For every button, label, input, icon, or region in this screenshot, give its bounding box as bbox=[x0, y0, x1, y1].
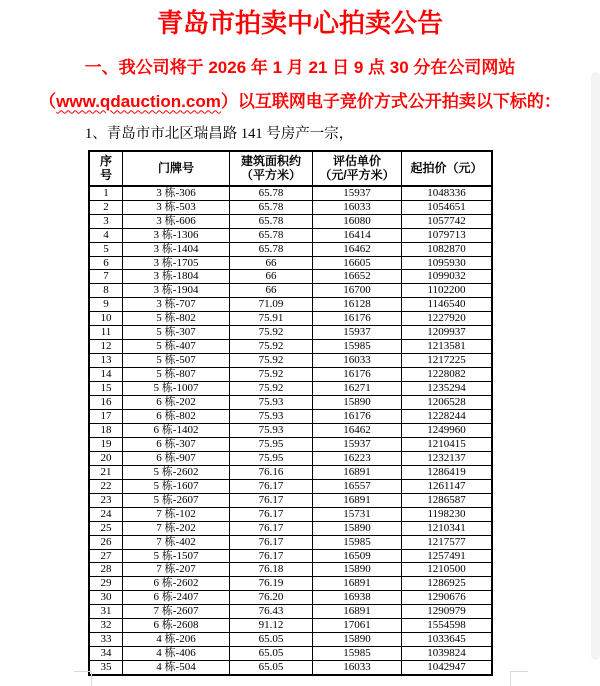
table-cell: 5 栋-507 bbox=[123, 354, 230, 368]
table-row bbox=[89, 396, 492, 410]
intro-line-2 bbox=[0, 92, 600, 112]
table-cell: 76.17 bbox=[230, 479, 313, 493]
table-cell: 33 bbox=[89, 633, 123, 647]
table-cell: 20 bbox=[89, 451, 123, 465]
table-cell: 6 栋-2608 bbox=[123, 619, 230, 633]
table-cell: 5 栋-407 bbox=[123, 340, 230, 354]
table-cell: 6 栋-802 bbox=[123, 410, 230, 424]
table-cell: 16652 bbox=[313, 270, 402, 284]
table-row bbox=[89, 549, 492, 563]
table-cell: 17 bbox=[89, 410, 123, 424]
table-cell: 3 栋-707 bbox=[123, 298, 230, 312]
table-row bbox=[89, 647, 492, 661]
table-row bbox=[89, 507, 492, 521]
table-header bbox=[89, 151, 492, 186]
table-cell: 1290676 bbox=[402, 591, 493, 605]
table-cell: 1 bbox=[89, 186, 123, 200]
table-cell: 1082870 bbox=[402, 242, 493, 256]
table-row bbox=[89, 465, 492, 479]
table-cell: 65.78 bbox=[230, 242, 313, 256]
column-header: 序 号 bbox=[89, 151, 123, 186]
table-cell: 65.78 bbox=[230, 200, 313, 214]
table-cell: 15937 bbox=[313, 326, 402, 340]
table-cell: 1099032 bbox=[402, 270, 493, 284]
table-cell: 1033645 bbox=[402, 633, 493, 647]
table-cell: 1213581 bbox=[402, 340, 493, 354]
table-cell: 5 栋-2602 bbox=[123, 465, 230, 479]
table-cell: 27 bbox=[89, 549, 123, 563]
table-cell: 16176 bbox=[313, 410, 402, 424]
text-boundary-mark-left bbox=[74, 671, 92, 686]
table-cell: 16033 bbox=[313, 200, 402, 214]
table-cell: 30 bbox=[89, 591, 123, 605]
table-cell: 65.78 bbox=[230, 186, 313, 200]
table-cell: 1079713 bbox=[402, 228, 493, 242]
table-cell: 6 栋-307 bbox=[123, 437, 230, 451]
table-cell: 16033 bbox=[313, 354, 402, 368]
table-cell: 6 栋-202 bbox=[123, 396, 230, 410]
table-cell: 7 栋-402 bbox=[123, 535, 230, 549]
table-cell: 7 bbox=[89, 270, 123, 284]
table-cell: 65.78 bbox=[230, 228, 313, 242]
table-cell: 1227920 bbox=[402, 312, 493, 326]
table-row bbox=[89, 242, 492, 256]
table-cell: 15985 bbox=[313, 340, 402, 354]
table-cell: 65.05 bbox=[230, 633, 313, 647]
table-cell: 9 bbox=[89, 298, 123, 312]
table-cell: 1228082 bbox=[402, 368, 493, 382]
table-cell: 1290979 bbox=[402, 605, 493, 619]
table-cell: 4 栋-406 bbox=[123, 647, 230, 661]
table-cell: 31 bbox=[89, 605, 123, 619]
table-cell: 75.92 bbox=[230, 368, 313, 382]
table-row bbox=[89, 298, 492, 312]
table-cell: 15890 bbox=[313, 563, 402, 577]
table-cell: 1286925 bbox=[402, 577, 493, 591]
table-cell: 1039824 bbox=[402, 647, 493, 661]
table-cell: 5 bbox=[89, 242, 123, 256]
table-cell: 3 栋-306 bbox=[123, 186, 230, 200]
table-cell: 16891 bbox=[313, 577, 402, 591]
table-cell: 1042947 bbox=[402, 661, 493, 675]
intro-line-1: 一、我公司将于 2026 年 1 月 21 日 9 点 30 分在公司网站 bbox=[84, 58, 516, 78]
table-cell: 76.17 bbox=[230, 493, 313, 507]
table-cell: 7 栋-102 bbox=[123, 507, 230, 521]
table-cell: 21 bbox=[89, 465, 123, 479]
table-row bbox=[89, 200, 492, 214]
table-cell: 76.17 bbox=[230, 535, 313, 549]
table-cell: 5 栋-807 bbox=[123, 368, 230, 382]
table-cell: 15985 bbox=[313, 535, 402, 549]
table-cell: 16557 bbox=[313, 479, 402, 493]
table-cell: 16462 bbox=[313, 423, 402, 437]
table-cell: 16128 bbox=[313, 298, 402, 312]
table-row bbox=[89, 340, 492, 354]
table-cell: 11 bbox=[89, 326, 123, 340]
table-row bbox=[89, 577, 492, 591]
table-cell: 1198230 bbox=[402, 507, 493, 521]
table-row bbox=[89, 326, 492, 340]
table-cell: 15731 bbox=[313, 507, 402, 521]
table-cell: 3 栋-503 bbox=[123, 200, 230, 214]
table-header-row bbox=[89, 151, 492, 186]
table-row bbox=[89, 382, 492, 396]
table-cell: 75.93 bbox=[230, 396, 313, 410]
table-cell: 34 bbox=[89, 647, 123, 661]
table-row bbox=[89, 563, 492, 577]
table-cell: 16176 bbox=[313, 368, 402, 382]
table-cell: 12 bbox=[89, 340, 123, 354]
table-cell: 6 栋-1402 bbox=[123, 423, 230, 437]
table-cell: 1217225 bbox=[402, 354, 493, 368]
table-cell: 4 bbox=[89, 228, 123, 242]
table-row bbox=[89, 661, 492, 675]
table-cell: 76.43 bbox=[230, 605, 313, 619]
table-cell: 5 栋-1007 bbox=[123, 382, 230, 396]
table-cell: 7 栋-202 bbox=[123, 521, 230, 535]
table-cell: 17061 bbox=[313, 619, 402, 633]
table-cell: 26 bbox=[89, 535, 123, 549]
table-cell: 16700 bbox=[313, 284, 402, 298]
table-cell: 1286419 bbox=[402, 465, 493, 479]
auction-lots-table bbox=[88, 150, 493, 676]
table-row bbox=[89, 633, 492, 647]
table-cell: 76.18 bbox=[230, 563, 313, 577]
table-cell: 3 栋-606 bbox=[123, 214, 230, 228]
table-cell: 65.05 bbox=[230, 647, 313, 661]
table-cell: 4 栋-504 bbox=[123, 661, 230, 675]
page-title: 青岛市拍卖中心拍卖公告 bbox=[156, 8, 443, 38]
table-cell: 1146540 bbox=[402, 298, 493, 312]
table-row bbox=[89, 535, 492, 549]
table-cell: 5 栋-2607 bbox=[123, 493, 230, 507]
table-row bbox=[89, 256, 492, 270]
table-cell: 76.16 bbox=[230, 465, 313, 479]
table-cell: 75.91 bbox=[230, 312, 313, 326]
table-cell: 3 栋-1705 bbox=[123, 256, 230, 270]
auction-website-link[interactable]: www.qdauction.com bbox=[56, 91, 221, 111]
table-row bbox=[89, 423, 492, 437]
table-cell: 3 bbox=[89, 214, 123, 228]
table-cell: 91.12 bbox=[230, 619, 313, 633]
table-cell: 3 栋-1804 bbox=[123, 270, 230, 284]
table-cell: 4 栋-206 bbox=[123, 633, 230, 647]
table-cell: 1228244 bbox=[402, 410, 493, 424]
table-row bbox=[89, 368, 492, 382]
table-cell: 16891 bbox=[313, 605, 402, 619]
table-row bbox=[89, 410, 492, 424]
table-cell: 5 栋-307 bbox=[123, 326, 230, 340]
table-row bbox=[89, 354, 492, 368]
table-body bbox=[89, 186, 492, 675]
scrollbar-track[interactable] bbox=[591, 72, 600, 660]
table-cell: 16223 bbox=[313, 451, 402, 465]
table-cell: 2 bbox=[89, 200, 123, 214]
table-cell: 5 栋-802 bbox=[123, 312, 230, 326]
table-cell: 1054651 bbox=[402, 200, 493, 214]
table-cell: 1257491 bbox=[402, 549, 493, 563]
table-cell: 15890 bbox=[313, 521, 402, 535]
table-cell: 15890 bbox=[313, 396, 402, 410]
table-cell: 14 bbox=[89, 368, 123, 382]
table-cell: 76.19 bbox=[230, 577, 313, 591]
table-row bbox=[89, 214, 492, 228]
table-cell: 16891 bbox=[313, 493, 402, 507]
table-cell: 16462 bbox=[313, 242, 402, 256]
table-row bbox=[89, 451, 492, 465]
table-cell: 1249960 bbox=[402, 423, 493, 437]
table-cell: 16414 bbox=[313, 228, 402, 242]
table-cell: 5 栋-1607 bbox=[123, 479, 230, 493]
table-cell: 16271 bbox=[313, 382, 402, 396]
table-row bbox=[89, 437, 492, 451]
auction-announcement-page bbox=[0, 8, 600, 685]
table-row bbox=[89, 284, 492, 298]
table-cell: 35 bbox=[89, 661, 123, 675]
table-cell: 16080 bbox=[313, 214, 402, 228]
table-cell: 1102200 bbox=[402, 284, 493, 298]
table-cell: 1261147 bbox=[402, 479, 493, 493]
intro-line-2-rest: ）以互联网电子竞价方式公开拍卖以下标的： bbox=[220, 91, 561, 111]
table-cell: 23 bbox=[89, 493, 123, 507]
table-cell: 1232137 bbox=[402, 451, 493, 465]
table-cell: 75.92 bbox=[230, 354, 313, 368]
table-row bbox=[89, 493, 492, 507]
table-cell: 75.92 bbox=[230, 340, 313, 354]
table-cell: 1554598 bbox=[402, 619, 493, 633]
table-cell: 1095930 bbox=[402, 256, 493, 270]
table-cell: 18 bbox=[89, 423, 123, 437]
table-cell: 6 栋-2407 bbox=[123, 591, 230, 605]
table-cell: 1210500 bbox=[402, 563, 493, 577]
table-cell: 1210415 bbox=[402, 437, 493, 451]
table-row bbox=[89, 521, 492, 535]
table-cell: 1209937 bbox=[402, 326, 493, 340]
table-cell: 16176 bbox=[313, 312, 402, 326]
table-cell: 5 栋-1507 bbox=[123, 549, 230, 563]
table-cell: 75.93 bbox=[230, 423, 313, 437]
table-cell: 1235294 bbox=[402, 382, 493, 396]
table-row bbox=[89, 619, 492, 633]
table-cell: 29 bbox=[89, 577, 123, 591]
table-cell: 75.92 bbox=[230, 326, 313, 340]
lot-description-line: 1、青岛市市北区瑞昌路 141 号房产一宗， bbox=[85, 125, 354, 142]
table-row bbox=[89, 228, 492, 242]
table-row bbox=[89, 270, 492, 284]
table-cell: 7 栋-207 bbox=[123, 563, 230, 577]
text-boundary-mark-right bbox=[510, 671, 528, 686]
table-cell: 16509 bbox=[313, 549, 402, 563]
table-row bbox=[89, 312, 492, 326]
table-cell: 25 bbox=[89, 521, 123, 535]
table-cell: 1210341 bbox=[402, 521, 493, 535]
column-header: 建筑面积约 （平方米） bbox=[230, 151, 313, 186]
table-row bbox=[89, 591, 492, 605]
table-cell: 7 栋-2607 bbox=[123, 605, 230, 619]
table-row bbox=[89, 479, 492, 493]
table-cell: 71.09 bbox=[230, 298, 313, 312]
table-cell: 6 栋-2602 bbox=[123, 577, 230, 591]
column-header: 门牌号 bbox=[123, 151, 230, 186]
table-cell: 8 bbox=[89, 284, 123, 298]
table-cell: 3 栋-1904 bbox=[123, 284, 230, 298]
table-cell: 15985 bbox=[313, 647, 402, 661]
table-cell: 66 bbox=[230, 284, 313, 298]
table-cell: 6 bbox=[89, 256, 123, 270]
table-cell: 16938 bbox=[313, 591, 402, 605]
table-cell: 28 bbox=[89, 563, 123, 577]
table-cell: 15937 bbox=[313, 186, 402, 200]
column-header: 评估单价 （元/平方米） bbox=[313, 151, 402, 186]
table-cell: 6 栋-907 bbox=[123, 451, 230, 465]
table-cell: 76.17 bbox=[230, 507, 313, 521]
table-cell: 75.92 bbox=[230, 382, 313, 396]
table-cell: 1206528 bbox=[402, 396, 493, 410]
table-cell: 65.78 bbox=[230, 214, 313, 228]
table-cell: 1217577 bbox=[402, 535, 493, 549]
table-cell: 16891 bbox=[313, 465, 402, 479]
table-cell: 75.95 bbox=[230, 451, 313, 465]
table-cell: 15937 bbox=[313, 437, 402, 451]
table-cell: 16033 bbox=[313, 661, 402, 675]
table-cell: 22 bbox=[89, 479, 123, 493]
table-cell: 16 bbox=[89, 396, 123, 410]
table-cell: 13 bbox=[89, 354, 123, 368]
table-cell: 32 bbox=[89, 619, 123, 633]
table-cell: 1048336 bbox=[402, 186, 493, 200]
table-cell: 15890 bbox=[313, 633, 402, 647]
table-cell: 1057742 bbox=[402, 214, 493, 228]
table-cell: 24 bbox=[89, 507, 123, 521]
table-cell: 15 bbox=[89, 382, 123, 396]
table-cell: 66 bbox=[230, 256, 313, 270]
table-cell: 1286587 bbox=[402, 493, 493, 507]
column-header: 起拍价（元） bbox=[402, 151, 493, 186]
table-row bbox=[89, 605, 492, 619]
table-cell: 3 栋-1404 bbox=[123, 242, 230, 256]
table-cell: 76.17 bbox=[230, 521, 313, 535]
table-cell: 76.17 bbox=[230, 549, 313, 563]
table-cell: 3 栋-1306 bbox=[123, 228, 230, 242]
table-cell: 19 bbox=[89, 437, 123, 451]
table-row bbox=[89, 186, 492, 200]
intro-paren-open: （ bbox=[39, 91, 57, 111]
table-cell: 66 bbox=[230, 270, 313, 284]
table-cell: 75.95 bbox=[230, 437, 313, 451]
table-cell: 65.05 bbox=[230, 661, 313, 675]
table-cell: 10 bbox=[89, 312, 123, 326]
table-cell: 16605 bbox=[313, 256, 402, 270]
table-cell: 75.93 bbox=[230, 410, 313, 424]
table-cell: 76.20 bbox=[230, 591, 313, 605]
